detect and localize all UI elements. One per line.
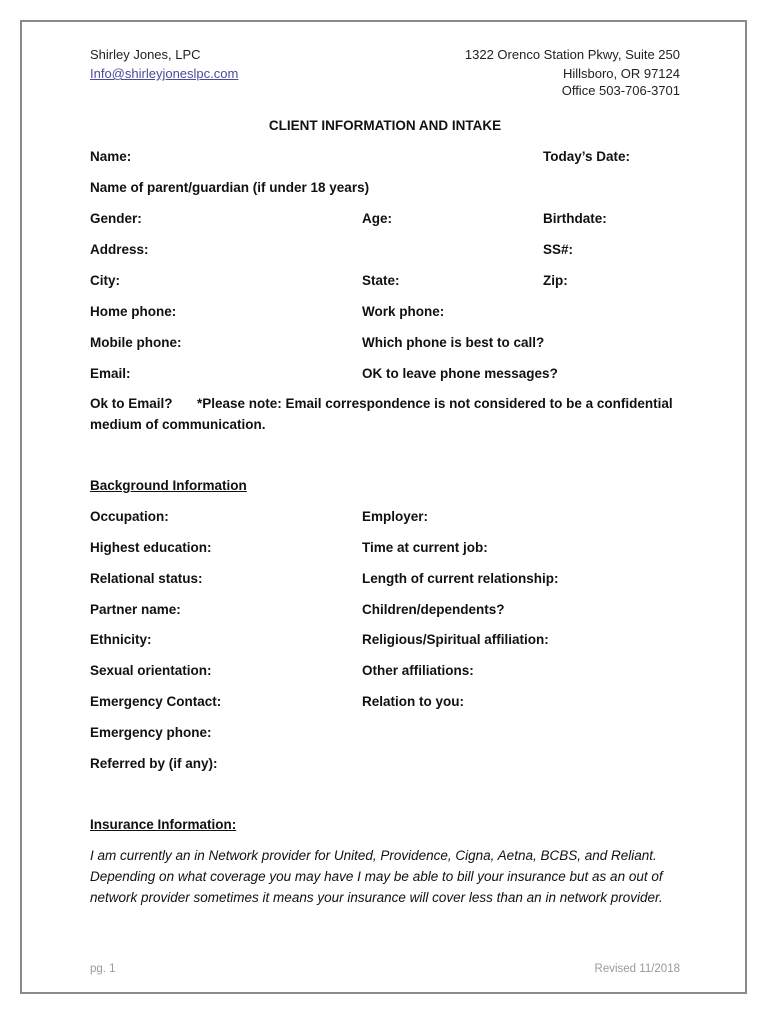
ethnicity-label: Ethnicity: xyxy=(90,632,152,647)
office-phone: Office 503-706-3701 xyxy=(561,83,680,98)
home-phone-label: Home phone: xyxy=(90,304,177,319)
gender-label: Gender: xyxy=(90,211,142,226)
ok-messages-label: OK to leave phone messages? xyxy=(362,366,558,381)
state-label: State: xyxy=(362,273,400,288)
insurance-text-line1: I am currently an in Network provider for United, Providence, Cigna, Aetna, BCBS, and Reliant. xyxy=(90,848,657,863)
time-job-label: Time at current job: xyxy=(362,540,488,555)
birthdate-label: Birthdate: xyxy=(543,211,607,226)
religious-label: Religious/Spiritual affiliation: xyxy=(362,632,549,647)
relational-status-label: Relational status: xyxy=(90,571,203,586)
todays-date-label: Today’s Date: xyxy=(543,149,631,164)
other-affiliations-label: Other affiliations: xyxy=(362,663,474,678)
partner-name-label: Partner name: xyxy=(90,602,181,617)
occupation-label: Occupation: xyxy=(90,509,169,524)
parent-guardian-label: Name of parent/guardian (if under 18 years) xyxy=(90,180,370,195)
insurance-text-line2: Depending on what coverage you may have I may be able to bill your insurance but as an out of xyxy=(90,869,663,884)
address-line2: Hillsboro, OR 97124 xyxy=(562,66,680,81)
email-note-line1: *Please note: Email correspondence is not considered to be a confidential xyxy=(197,396,673,411)
address-label: Address: xyxy=(90,242,149,257)
referred-by-label: Referred by (if any): xyxy=(90,756,218,771)
education-label: Highest education: xyxy=(90,540,212,555)
emergency-phone-label: Emergency phone: xyxy=(90,725,212,740)
provider-email-link[interactable]: Info@shirleyjoneslpc.com xyxy=(90,66,239,81)
email-label: Email: xyxy=(90,366,131,381)
mobile-phone-label: Mobile phone: xyxy=(90,335,182,350)
ssn-label: SS#: xyxy=(543,242,574,257)
zip-label: Zip: xyxy=(543,273,568,288)
insurance-heading: Insurance Information: xyxy=(90,817,237,832)
page-number: pg. 1 xyxy=(90,963,116,975)
revised-date: Revised 11/2018 xyxy=(594,963,680,975)
relation-label: Relation to you: xyxy=(362,694,464,709)
name-label: Name: xyxy=(90,149,132,164)
children-label: Children/dependents? xyxy=(362,602,505,617)
city-label: City: xyxy=(90,273,120,288)
insurance-text-line3: network provider sometimes it means your insurance will cover less than an in network provider. xyxy=(90,890,663,905)
employer-label: Employer: xyxy=(362,509,429,524)
orientation-label: Sexual orientation: xyxy=(90,663,212,678)
relationship-length-label: Length of current relationship: xyxy=(362,571,559,586)
work-phone-label: Work phone: xyxy=(362,304,445,319)
provider-name: Shirley Jones, LPC xyxy=(90,47,201,62)
ok-email-label: Ok to Email? xyxy=(90,396,173,411)
best-phone-label: Which phone is best to call? xyxy=(362,335,545,350)
age-label: Age: xyxy=(362,211,392,226)
address-line1: 1322 Orenco Station Pkwy, Suite 250 xyxy=(464,47,680,62)
email-note-line2: medium of communication. xyxy=(90,417,266,432)
emergency-contact-label: Emergency Contact: xyxy=(90,694,222,709)
form-title: CLIENT INFORMATION AND INTAKE xyxy=(268,118,502,133)
background-heading: Background Information xyxy=(90,478,247,493)
